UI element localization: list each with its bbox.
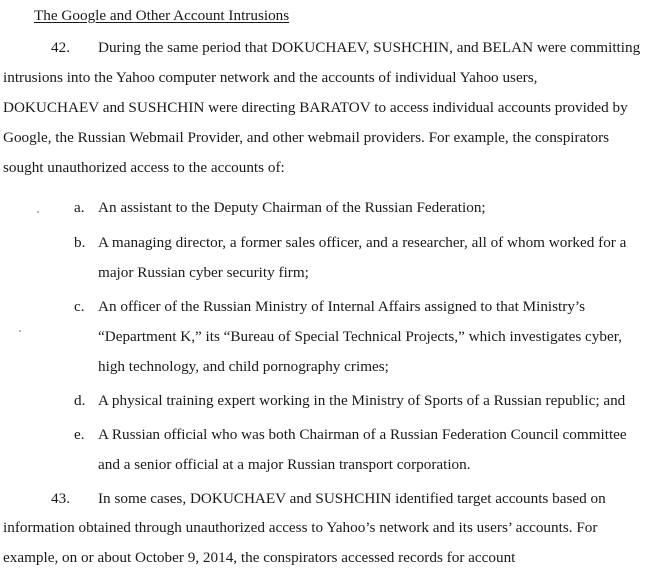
list-item-line: and a senior official at a major Russian transport corporation. [98,456,471,473]
scan-speck [37,211,39,213]
list-item-line: high technology, and child pornography crimes; [98,358,389,375]
paragraph-43-line: information obtained through unauthorized access to Yahoo’s network and its users’ accounts. For [3,519,598,536]
paragraph-43-number: 43. [51,490,70,507]
list-item-letter: b. [74,234,86,251]
paragraph-42-number: 42. [51,39,70,56]
scan-speck [19,330,21,332]
list-item-line: An assistant to the Deputy Chairman of the Russian Federation; [98,199,486,216]
list-item-line: A Russian official who was both Chairman of a Russian Federation Council committee [98,426,627,443]
list-item-line: A physical training expert working in the Ministry of Sports of a Russian republic; and [98,392,626,409]
list-item-letter: e. [74,426,85,443]
list-item-line: A managing director, a former sales officer, and a researcher, all of whom worked for a [98,234,627,251]
paragraph-42-line: Google, the Russian Webmail Provider, and other webmail providers. For example, the conspirators [3,129,610,146]
paragraph-43-line: example, on or about October 9, 2014, the conspirators accessed records for account [3,549,516,566]
list-item-line: major Russian cyber security firm; [98,264,309,281]
paragraph-42-line: sought unauthorized access to the accounts of: [3,159,285,176]
paragraph-42-line: During the same period that DOKUCHAEV, SUSHCHIN, and BELAN were committing [98,39,641,56]
paragraph-43-line: In some cases, DOKUCHAEV and SUSHCHIN identified target accounts based on [98,490,606,507]
section-heading: The Google and Other Account Intrusions [34,7,290,24]
list-item-line: “Department K,” its “Bureau of Special Technical Projects,” which investigates cyber, [98,328,622,345]
list-item-letter: c. [74,298,85,315]
paragraph-42-line: intrusions into the Yahoo computer network and the accounts of individual Yahoo users, [3,69,538,86]
list-item-line: An officer of the Russian Ministry of Internal Affairs assigned to that Ministry’s [98,298,586,315]
list-item-letter: a. [74,199,85,216]
list-item-letter: d. [74,392,86,409]
paragraph-42-line: DOKUCHAEV and SUSHCHIN were directing BARATOV to access individual accounts provided by [3,99,628,116]
